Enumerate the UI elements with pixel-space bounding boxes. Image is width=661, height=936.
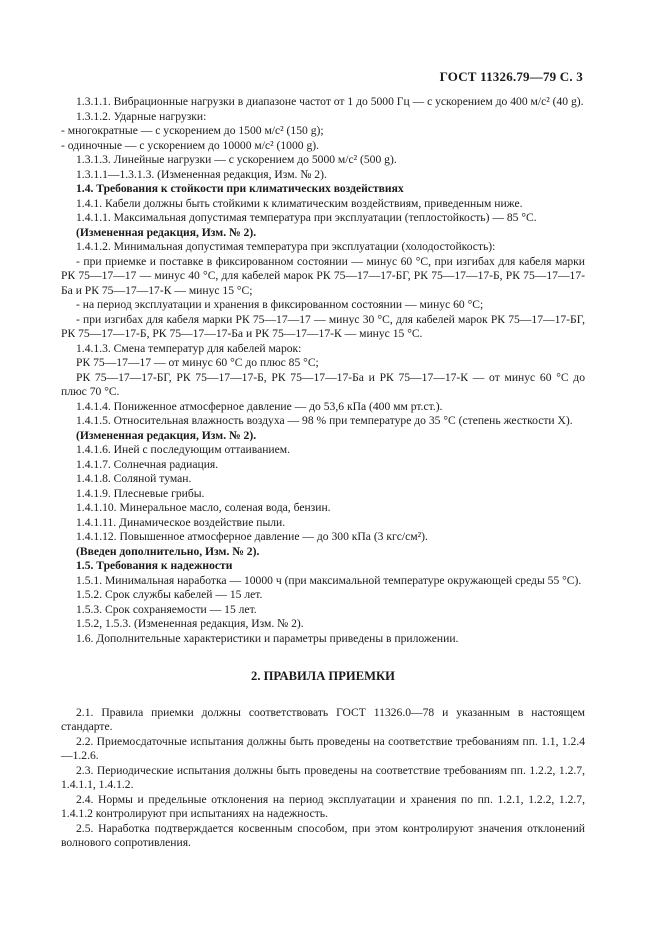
paragraph: (Введен дополнительно, Изм. № 2). xyxy=(76,544,260,558)
paragraph: 1.3.1.1—1.3.1.3. (Измененная редакция, Изм. № 2). xyxy=(76,167,327,181)
paragraph: 1.4.1.8. Соляной туман. xyxy=(76,472,192,485)
paragraph: 1.4.1.12. Повышенное атмосферное давление — до 300 кПа (3 кгс/см²). xyxy=(76,530,428,543)
paragraph: 1.5. Требования к надежности xyxy=(76,559,233,572)
paragraph: 2.4. Нормы и предельные отклонения на период эксплуатации и хранения по пп. 1.2.1, 1.2.2, 1.2.7, 1.4.1.2 контролируют при испытаниях на надежность. xyxy=(61,792,585,820)
paragraph: 1.3.1.3. Линейные нагрузки — с ускорением до 5000 м/с² (500 g). xyxy=(76,153,397,166)
paragraph: 1.5.2, 1.5.3. (Измененная редакция, Изм. № 2). xyxy=(76,617,304,630)
paragraph: 1.4.1.4. Пониженное атмосферное давление — до 53,6 кПа (400 мм рт.ст.). xyxy=(76,399,443,413)
paragraph: 1.4.1.6. Иней с последующим оттаиванием. xyxy=(76,443,291,456)
paragraph: 1.6. Дополнительные характеристики и параметры приведены в приложении. xyxy=(76,631,459,645)
document-body xyxy=(61,95,585,851)
paragraph: 1.4.1.9. Плесневые грибы. xyxy=(76,486,205,500)
page-header: ГОСТ 11326.79—79 С. 3 xyxy=(439,69,583,84)
paragraph: РК 75—17—17 — от минус 60 °С до плюс 85 °С; xyxy=(76,356,319,369)
paragraph: - многократные — с ускорением до 1500 м/с² (150 g); xyxy=(61,124,324,137)
paragraph: 2.2. Приемосдаточные испытания должны быть проведены на соответствие требованиям пп. 1.1, 1.2.4—1.2.6. xyxy=(61,734,585,762)
paragraph: 1.4.1.5. Относительная влажность воздуха — 98 % при температуре до 35 °С (степень жесткости Х). xyxy=(76,414,573,427)
paragraph: (Измененная редакция, Изм. № 2). xyxy=(76,428,257,442)
paragraph: - одиночные — с ускорением до 10000 м/с² (1000 g). xyxy=(61,138,320,152)
section-heading: 2. ПРАВИЛА ПРИЕМКИ xyxy=(251,669,395,683)
paragraph: 1.4.1.1. Максимальная допустимая температура при эксплуатации (теплостойкость) — 85 °С. xyxy=(76,211,537,224)
paragraph: 2.3. Периодические испытания должны быть проведены на соответствие требованиям пп. 1.2.2, 1.2.7, 1.4.1.1, 1.4.1.2. xyxy=(61,763,585,791)
paragraph: 1.4.1.3. Смена температур для кабелей марок: xyxy=(76,341,302,355)
paragraph: 1.5.3. Срок сохраняемости — 15 лет. xyxy=(76,602,257,616)
paragraph: (Измененная редакция, Изм. № 2). xyxy=(76,225,257,239)
paragraph: 1.5.2. Срок службы кабелей — 15 лет. xyxy=(76,588,263,601)
paragraph: РК 75—17—17-БГ, РК 75—17—17-Б, РК 75—17—17-Ба и РК 75—17—17-К — от минус 60 °С до плюс 70 °С. xyxy=(61,370,585,398)
paragraph: - при изгибах для кабеля марки РК 75—17—17 — минус 30 °С, для кабелей марок РК 75—17—17-БГ, РК 75—17—17-Б, РК 75—17—17-Ба и РК 75—17—17-К — минус 15 °С. xyxy=(61,312,585,340)
paragraph: 1.3.1.1. Вибрационные нагрузки в диапазоне частот от 1 до 5000 Гц — с ускорением до 400 м/с² (40 g). xyxy=(76,95,584,108)
paragraph: 2.5. Наработка подтверждается косвенным способом, при этом контролируют значения отклонений волнового сопротивления. xyxy=(61,821,585,849)
paragraph: 1.4.1.7. Солнечная радиация. xyxy=(76,457,219,471)
paragraph: 1.4. Требования к стойкости при климатических воздействиях xyxy=(76,182,404,195)
paragraph: 1.4.1.11. Динамическое воздействие пыли. xyxy=(76,515,286,529)
paragraph: 1.4.1. Кабели должны быть стойкими к климатическим воздействиям, приведенным ниже. xyxy=(76,196,523,210)
paragraph: 1.3.1.2. Ударные нагрузки: xyxy=(76,109,207,123)
paragraph: - на период эксплуатации и хранения в фиксированном состоянии — минус 60 °С; xyxy=(76,298,484,311)
paragraph: - при приемке и поставке в фиксированном состоянии — минус 60 °С, при изгибах для кабеля марки РК 75—17—17 — минус 40 °С, для кабелей марок РК 75—17—17-БГ, РК 75—17—17-Б, РК 75—17—17-Ба и РК 75—17—17-К — минус 15 °С; xyxy=(61,254,585,297)
paragraph: 2.1. Правила приемки должны соответствовать ГОСТ 11326.0—78 и указанным в настоящем стандарте. xyxy=(61,705,585,733)
paragraph: 1.4.1.2. Минимальная допустимая температура при эксплуатации (холодостойкость): xyxy=(76,240,496,253)
paragraph: 1.5.1. Минимальная наработка — 10000 ч (при максимальной температуре окружающей среды 55 °С). xyxy=(76,573,582,587)
paragraph: 1.4.1.10. Минеральное масло, соленая вода, бензин. xyxy=(76,501,331,514)
